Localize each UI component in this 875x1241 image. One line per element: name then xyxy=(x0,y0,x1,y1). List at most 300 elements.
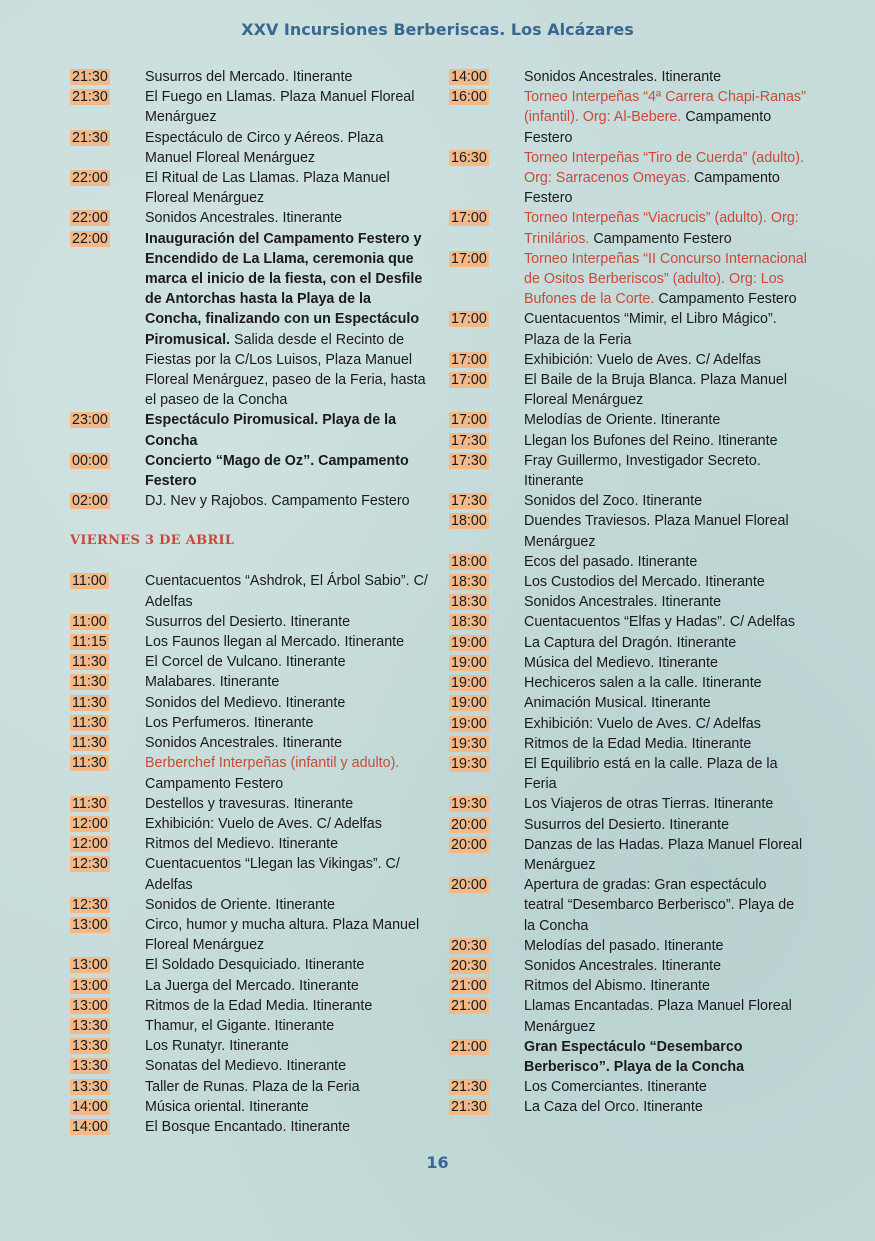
schedule-row xyxy=(449,552,809,572)
event-description xyxy=(145,672,430,692)
time-label: 18:30 xyxy=(451,574,487,591)
schedule-row xyxy=(449,1097,809,1117)
event-description xyxy=(524,431,809,451)
time-cell xyxy=(70,652,145,672)
time-cell xyxy=(70,915,145,935)
time-label: 18:30 xyxy=(451,614,487,631)
schedule-row xyxy=(70,652,430,672)
schedule-row xyxy=(70,1077,430,1097)
schedule-row xyxy=(449,875,809,936)
schedule-row xyxy=(449,67,809,87)
time-cell xyxy=(70,1117,145,1137)
schedule-row xyxy=(70,1016,430,1036)
event-description xyxy=(524,815,809,835)
schedule-row xyxy=(70,794,430,814)
event-description xyxy=(145,854,430,894)
time-cell xyxy=(449,148,524,168)
time-label: 17:00 xyxy=(451,412,487,429)
time-label: 17:00 xyxy=(451,210,487,227)
time-cell xyxy=(70,794,145,814)
event-description xyxy=(524,249,809,310)
schedule-row xyxy=(70,632,430,652)
event-text: Hechiceros salen a la calle. Itinerante xyxy=(524,675,762,692)
time-label: 12:00 xyxy=(72,836,108,853)
time-label: 17:00 xyxy=(451,311,487,328)
schedule-row xyxy=(70,1036,430,1056)
event-text: El Baile de la Bruja Blanca. Plaza Manuel Floreal Menárguez xyxy=(524,372,788,409)
event-description xyxy=(145,229,430,411)
schedule-row xyxy=(449,410,809,430)
event-text: Los Comerciantes. Itinerante xyxy=(524,1079,707,1096)
schedule-row xyxy=(70,814,430,834)
time-label: 17:30 xyxy=(451,493,487,510)
time-label: 23:00 xyxy=(72,412,108,429)
event-highlight: Concierto “Mago de Oz”. Campamento Festero xyxy=(145,452,409,490)
event-text: Taller de Runas. Plaza de la Feria xyxy=(145,1078,360,1095)
time-label: 18:30 xyxy=(451,594,487,611)
time-cell xyxy=(449,976,524,996)
time-label: 11:30 xyxy=(72,735,107,752)
time-label: 13:30 xyxy=(72,1058,108,1075)
schedule-row xyxy=(449,734,809,754)
event-description xyxy=(524,734,809,754)
time-cell xyxy=(449,87,524,107)
time-cell xyxy=(449,734,524,754)
event-description xyxy=(524,754,809,794)
time-cell xyxy=(449,350,524,370)
time-cell xyxy=(449,511,524,531)
time-label: 11:30 xyxy=(72,755,107,772)
event-text: Llegan los Bufones del Reino. Itinerante xyxy=(524,432,778,449)
time-label: 19:30 xyxy=(451,796,487,813)
time-label: 18:00 xyxy=(451,553,487,570)
event-description xyxy=(524,976,809,996)
time-label: 11:30 xyxy=(72,694,107,711)
time-cell xyxy=(449,249,524,269)
event-text: Música oriental. Itinerante xyxy=(145,1098,309,1115)
event-description xyxy=(524,87,809,148)
event-text: Apertura de gradas: Gran espectáculo teatral “Desembarco Berberisco”. Playa de la Concha xyxy=(524,877,795,934)
schedule-row xyxy=(449,754,809,794)
event-text: La Juerga del Mercado. Itinerante xyxy=(145,977,359,994)
event-highlight: Gran Espectáculo “Desembarco Berberisco”. Playa de la Concha xyxy=(524,1038,745,1075)
schedule-row xyxy=(449,673,809,693)
time-cell xyxy=(449,956,524,976)
event-description xyxy=(145,632,430,652)
event-text: Exhibición: Vuelo de Aves. C/ Adelfas xyxy=(524,715,761,732)
time-label: 17:30 xyxy=(451,432,487,449)
event-text: Ritmos del Medievo. Itinerante xyxy=(145,836,339,853)
time-cell xyxy=(70,229,145,249)
time-label: 19:00 xyxy=(451,634,487,651)
time-label: 02:00 xyxy=(72,493,108,510)
schedule-row xyxy=(70,1056,430,1076)
time-cell xyxy=(449,67,524,87)
time-cell xyxy=(449,714,524,734)
event-description xyxy=(145,915,430,955)
time-cell xyxy=(70,713,145,733)
event-text: Sonidos Ancestrales. Itinerante xyxy=(524,69,722,85)
event-description xyxy=(145,794,430,814)
time-cell xyxy=(70,1077,145,1097)
event-text: Los Custodios del Mercado. Itinerante xyxy=(524,574,765,591)
time-label: 21:30 xyxy=(72,69,108,85)
event-text: Danzas de las Hadas. Plaza Manuel Floreal Menárguez xyxy=(524,836,803,873)
time-cell xyxy=(449,410,524,430)
schedule-row xyxy=(70,410,430,450)
event-description xyxy=(145,128,430,168)
event-description xyxy=(524,572,809,592)
event-text: Destellos y travesuras. Itinerante xyxy=(145,795,354,812)
schedule-row xyxy=(70,895,430,915)
schedule-row xyxy=(449,956,809,976)
time-cell xyxy=(70,976,145,996)
event-text: La Captura del Dragón. Itinerante xyxy=(524,634,737,651)
schedule-row xyxy=(449,714,809,734)
event-description xyxy=(145,955,430,975)
time-label: 11:15 xyxy=(72,634,107,651)
time-cell xyxy=(70,168,145,188)
time-cell xyxy=(449,633,524,653)
event-text: Los Runatyr. Itinerante xyxy=(145,1038,289,1055)
event-description xyxy=(145,1097,430,1117)
time-cell xyxy=(70,693,145,713)
event-description xyxy=(145,168,430,208)
schedule-row xyxy=(70,672,430,692)
event-description xyxy=(145,1016,430,1036)
schedule-row xyxy=(449,370,809,410)
time-cell xyxy=(449,794,524,814)
event-text: El Equilibrio está en la calle. Plaza de la Feria xyxy=(524,755,778,793)
event-description xyxy=(524,1077,809,1097)
time-cell xyxy=(70,733,145,753)
schedule-row xyxy=(449,309,809,349)
event-text: El Bosque Encantado. Itinerante xyxy=(145,1118,351,1135)
time-cell xyxy=(449,572,524,592)
event-text: Sonidos Ancestrales. Itinerante xyxy=(145,735,343,752)
schedule-row xyxy=(449,996,809,1036)
time-cell xyxy=(70,491,145,511)
time-cell xyxy=(449,451,524,471)
time-label: 19:00 xyxy=(451,675,487,692)
event-description xyxy=(524,410,809,430)
event-text: Sonidos Ancestrales. Itinerante xyxy=(524,957,722,974)
schedule-row xyxy=(449,572,809,592)
event-description xyxy=(145,713,430,733)
time-cell xyxy=(449,815,524,835)
section-title-viernes: VIERNES 3 DE ABRIL xyxy=(70,533,235,549)
event-text: Melodías de Oriente. Itinerante xyxy=(524,412,721,429)
time-label: 17:00 xyxy=(451,250,487,267)
event-description xyxy=(524,612,809,632)
schedule-row xyxy=(70,996,430,1016)
event-description xyxy=(524,693,809,713)
time-cell xyxy=(449,693,524,713)
schedule-row xyxy=(70,67,430,87)
time-label: 19:00 xyxy=(451,715,487,732)
schedule-row xyxy=(449,794,809,814)
event-text: Circo, humor y mucha altura. Plaza Manuel Floreal Menárguez xyxy=(145,916,420,954)
left-column xyxy=(70,67,430,1137)
time-label: 19:00 xyxy=(451,654,487,671)
event-text: Sonidos del Zoco. Itinerante xyxy=(524,493,703,510)
time-label: 21:30 xyxy=(72,89,108,106)
event-highlight: Inauguración del Campamento Festero y Encendido de La Llama, ceremonia que marca el inicio de la fiesta, con el Desfile de Antorchas hasta la Playa de la Concha, finalizando con un Espectáculo Piromusical. xyxy=(145,230,423,348)
event-text: Espectáculo de Circo y Aéreos. Plaza Manuel Floreal Menárguez xyxy=(145,129,384,166)
event-text: Susurros del Desierto. Itinerante xyxy=(145,613,351,630)
time-cell xyxy=(70,834,145,854)
time-cell xyxy=(70,451,145,471)
event-description xyxy=(145,1036,430,1056)
time-cell xyxy=(449,875,524,895)
page-header: XXV Incursiones Berberiscas. Los Alcázares xyxy=(241,20,634,39)
event-text: Malabares. Itinerante xyxy=(145,674,280,691)
event-text: Sonatas del Medievo. Itinerante xyxy=(145,1058,347,1075)
time-label: 11:00 xyxy=(72,573,107,590)
schedule-row xyxy=(70,168,430,208)
time-cell xyxy=(449,592,524,612)
event-text: Campamento Festero xyxy=(524,170,780,207)
event-description xyxy=(524,309,809,349)
time-label: 13:00 xyxy=(72,916,108,933)
schedule-row xyxy=(449,815,809,835)
event-description xyxy=(524,835,809,875)
schedule-row xyxy=(70,733,430,753)
event-text: Ritmos de la Edad Media. Itinerante xyxy=(145,997,373,1014)
event-text: Thamur, el Gigante. Itinerante xyxy=(145,1017,335,1034)
event-text: Ritmos de la Edad Media. Itinerante xyxy=(524,735,752,752)
schedule-row xyxy=(70,693,430,713)
time-label: 19:30 xyxy=(451,755,487,772)
event-description xyxy=(524,956,809,976)
event-text: Llamas Encantadas. Plaza Manuel Floreal Menárguez xyxy=(524,998,792,1035)
schedule-row xyxy=(449,693,809,713)
event-text: Cuentacuentos “Mimir, el Libro Mágico”. Plaza de la Feria xyxy=(524,311,777,348)
schedule-row xyxy=(70,571,430,611)
time-label: 14:00 xyxy=(72,1118,108,1135)
event-text: Melodías del pasado. Itinerante xyxy=(524,937,724,954)
event-text: Campamento Festero xyxy=(524,109,772,146)
event-competition: Torneo Interpeñas “4ª Carrera Chapi-Ranas” (infantil). Org: Al-Bebere. xyxy=(524,89,806,126)
schedule-row xyxy=(70,834,430,854)
schedule-row xyxy=(70,753,430,793)
time-label: 14:00 xyxy=(451,69,487,85)
time-label: 18:00 xyxy=(451,513,487,530)
schedule-row xyxy=(70,87,430,127)
time-cell xyxy=(70,753,145,773)
event-description xyxy=(145,491,430,511)
time-cell xyxy=(449,936,524,956)
time-label: 13:30 xyxy=(72,1038,108,1055)
time-label: 12:00 xyxy=(72,815,108,832)
schedule-row xyxy=(449,592,809,612)
event-description xyxy=(524,350,809,370)
event-description xyxy=(524,511,809,551)
schedule-row xyxy=(449,1037,809,1077)
time-label: 00:00 xyxy=(72,452,108,469)
event-description xyxy=(524,714,809,734)
time-cell xyxy=(70,895,145,915)
event-text: Campamento Festero xyxy=(589,230,732,247)
time-cell xyxy=(70,67,145,87)
event-description xyxy=(524,1097,809,1117)
schedule-row xyxy=(449,148,809,209)
event-competition: Torneo Interpeñas “II Concurso Internacional de Ositos Berberiscos” (adulto). Org: Los Bufones de la Corte. xyxy=(524,250,807,308)
event-description xyxy=(145,208,430,228)
time-label: 13:00 xyxy=(72,977,108,994)
schedule-row xyxy=(449,976,809,996)
time-label: 22:00 xyxy=(72,230,108,247)
event-description xyxy=(145,834,430,854)
event-text: Susurros del Desierto. Itinerante xyxy=(524,816,730,833)
time-label: 16:00 xyxy=(451,89,487,106)
event-text: El Soldado Desquiciado. Itinerante xyxy=(145,957,365,974)
event-competition: Torneo Interpeñas “Tiro de Cuerda” (adulto). Org: Sarracenos Omeyas. xyxy=(524,149,804,187)
time-cell xyxy=(70,208,145,228)
schedule-row xyxy=(449,350,809,370)
time-cell xyxy=(70,955,145,975)
schedule-row xyxy=(70,955,430,975)
time-label: 20:00 xyxy=(451,836,487,853)
event-description xyxy=(145,1056,430,1076)
time-cell xyxy=(449,612,524,632)
time-label: 19:00 xyxy=(451,695,487,712)
event-description xyxy=(524,653,809,673)
time-cell xyxy=(449,835,524,855)
event-description xyxy=(524,148,809,209)
time-cell xyxy=(70,672,145,692)
event-description xyxy=(145,733,430,753)
time-cell xyxy=(70,571,145,591)
event-description xyxy=(145,753,430,793)
time-label: 19:30 xyxy=(451,735,487,752)
event-description xyxy=(524,673,809,693)
event-description xyxy=(524,552,809,572)
time-cell xyxy=(449,754,524,774)
schedule-row xyxy=(70,128,430,168)
schedule-row xyxy=(70,976,430,996)
time-cell xyxy=(449,1037,524,1057)
time-cell xyxy=(70,814,145,834)
event-competition: Torneo Interpeñas “Viacrucis” (adulto). Org: Trinilários. xyxy=(524,210,799,247)
time-label: 20:30 xyxy=(451,937,487,954)
event-text: Campamento Festero xyxy=(145,775,284,792)
schedule-row xyxy=(70,229,430,411)
schedule-row xyxy=(449,249,809,310)
event-text: Susurros del Mercado. Itinerante xyxy=(145,69,353,85)
event-description xyxy=(524,67,809,87)
schedule-row xyxy=(449,431,809,451)
time-label: 11:30 xyxy=(72,674,107,691)
schedule-row xyxy=(449,491,809,511)
event-description xyxy=(145,612,430,632)
event-text: Los Viajeros de otras Tierras. Itinerante xyxy=(524,796,774,813)
event-description xyxy=(145,652,430,672)
event-text: Salida desde el Recinto de Fiestas por la C/Los Luisos, Plaza Manuel Floreal Menárguez, paseo de la Feria, hasta el paseo de la Concha xyxy=(145,331,426,409)
event-description xyxy=(524,208,809,248)
time-cell xyxy=(70,632,145,652)
event-text: Música del Medievo. Itinerante xyxy=(524,654,718,671)
event-text: La Caza del Orco. Itinerante xyxy=(524,1099,703,1116)
event-description xyxy=(145,976,430,996)
schedule-row xyxy=(449,936,809,956)
event-text: Duendes Traviesos. Plaza Manuel Floreal Menárguez xyxy=(524,513,789,550)
event-description xyxy=(145,996,430,1016)
event-description xyxy=(145,451,430,491)
time-cell xyxy=(449,431,524,451)
time-cell xyxy=(70,87,145,107)
schedule-row xyxy=(449,511,809,551)
time-label: 13:00 xyxy=(72,997,108,1014)
time-label: 21:30 xyxy=(72,129,108,146)
event-competition: Berberchef Interpeñas (infantil y adulto). xyxy=(145,755,400,772)
event-description xyxy=(524,1037,809,1077)
time-label: 12:30 xyxy=(72,856,108,873)
event-description xyxy=(524,996,809,1036)
event-description xyxy=(145,410,430,450)
event-description xyxy=(145,895,430,915)
time-label: 22:00 xyxy=(72,210,108,227)
time-label: 20:30 xyxy=(451,957,487,974)
event-text: Cuentacuentos “Elfas y Hadas”. C/ Adelfas xyxy=(524,614,795,631)
time-cell xyxy=(70,854,145,874)
schedule-row xyxy=(70,451,430,491)
time-label: 21:00 xyxy=(451,1038,487,1055)
schedule-row xyxy=(449,633,809,653)
time-label: 21:30 xyxy=(451,1099,487,1116)
time-cell xyxy=(449,552,524,572)
right-column xyxy=(449,67,809,1118)
schedule-row xyxy=(70,854,430,894)
time-label: 17:00 xyxy=(451,351,487,368)
time-cell xyxy=(70,612,145,632)
event-text: El Corcel de Vulcano. Itinerante xyxy=(145,654,346,671)
event-text: Sonidos Ancestrales. Itinerante xyxy=(145,210,343,227)
schedule-block-friday-afternoon xyxy=(449,67,809,1118)
event-text: Sonidos Ancestrales. Itinerante xyxy=(524,594,722,611)
event-text: Los Faunos llegan al Mercado. Itinerante xyxy=(145,634,405,651)
event-description xyxy=(145,693,430,713)
time-label: 11:30 xyxy=(72,654,107,671)
time-cell xyxy=(70,128,145,148)
event-text: Sonidos del Medievo. Itinerante xyxy=(145,694,346,711)
time-cell xyxy=(70,410,145,430)
time-cell xyxy=(449,491,524,511)
time-label: 21:30 xyxy=(451,1079,487,1096)
event-text: Ecos del pasado. Itinerante xyxy=(524,553,698,570)
event-text: Cuentacuentos “Llegan las Vikingas”. C/ Adelfas xyxy=(145,856,400,893)
time-cell xyxy=(449,996,524,1016)
schedule-row xyxy=(70,491,430,511)
time-cell xyxy=(449,208,524,228)
time-label: 11:30 xyxy=(72,795,107,812)
schedule-row xyxy=(449,208,809,248)
time-label: 16:30 xyxy=(451,149,487,166)
time-label: 11:30 xyxy=(72,714,107,731)
event-description xyxy=(524,491,809,511)
event-text: El Fuego en Llamas. Plaza Manuel Floreal Menárguez xyxy=(145,89,415,126)
schedule-row xyxy=(70,1097,430,1117)
schedule-row xyxy=(449,87,809,148)
time-label: 14:00 xyxy=(72,1098,108,1115)
event-text: Ritmos del Abismo. Itinerante xyxy=(524,978,710,995)
event-description xyxy=(145,67,430,87)
time-cell xyxy=(70,996,145,1016)
schedule-row xyxy=(449,653,809,673)
event-description xyxy=(145,571,430,611)
event-description xyxy=(524,451,809,491)
time-label: 21:00 xyxy=(451,998,487,1015)
